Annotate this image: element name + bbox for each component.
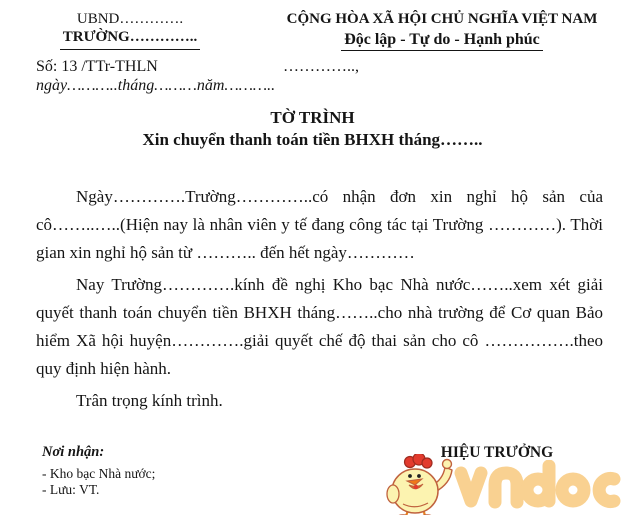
recipients-block (42, 444, 155, 498)
issuing-authority-block (26, 10, 234, 50)
issuing-authority-name: TRƯỜNG………….. (60, 28, 200, 50)
document-subtitle: Xin chuyển thanh toán tiền BHXH tháng…….. (142, 130, 483, 149)
body-paragraph-2: Nay Trường………….kính đề nghị Kho bạc Nhà nước……..xem xét giải quyết thanh toán chuyển tiền BHXH tháng……..cho nhà trường để Cơ quan Bảo hiểm Xã hội huyện………….giải quyết chế độ thai sản cho cô …………….theo quy định hiện hành. (36, 275, 603, 378)
national-header-block (272, 10, 612, 51)
recipient-item: - Lưu: VT. (42, 482, 100, 497)
recipients-label: Nơi nhận: (42, 444, 105, 460)
national-motto: Độc lập - Tự do - Hạnh phúc (341, 30, 543, 51)
document-title: TỜ TRÌNH (270, 108, 355, 127)
issuing-authority-parent: UBND…………. (76, 11, 184, 27)
national-title: CỘNG HÒA XÃ HỘI CHỦ NGHĨA VIỆT NAM (286, 11, 598, 27)
recipient-item: - Kho bạc Nhà nước; (42, 466, 156, 481)
document-number: Số: 13 /TTr-THLN (36, 58, 158, 75)
date-blank-line: ngày………..tháng………năm……….. (36, 77, 276, 94)
closing-line: Trân trọng kính trình. (76, 391, 223, 410)
signature-title: HIỆU TRƯỞNG (440, 444, 554, 461)
vndoc-wordmark (453, 460, 625, 514)
document-body (36, 183, 603, 419)
body-paragraph-1: Ngày………….Trường…………..có nhận đơn xin nghỉ hộ sản của cô……..…..(Hiện nay là nhân viên y tế đang công tác tại Trường …………). Thời gian xin nghỉ hộ sản từ ……….. đến hết ngày………… (36, 187, 603, 262)
chicken-mascot-icon (381, 454, 461, 515)
place-date-blank: ………….., (283, 58, 359, 75)
